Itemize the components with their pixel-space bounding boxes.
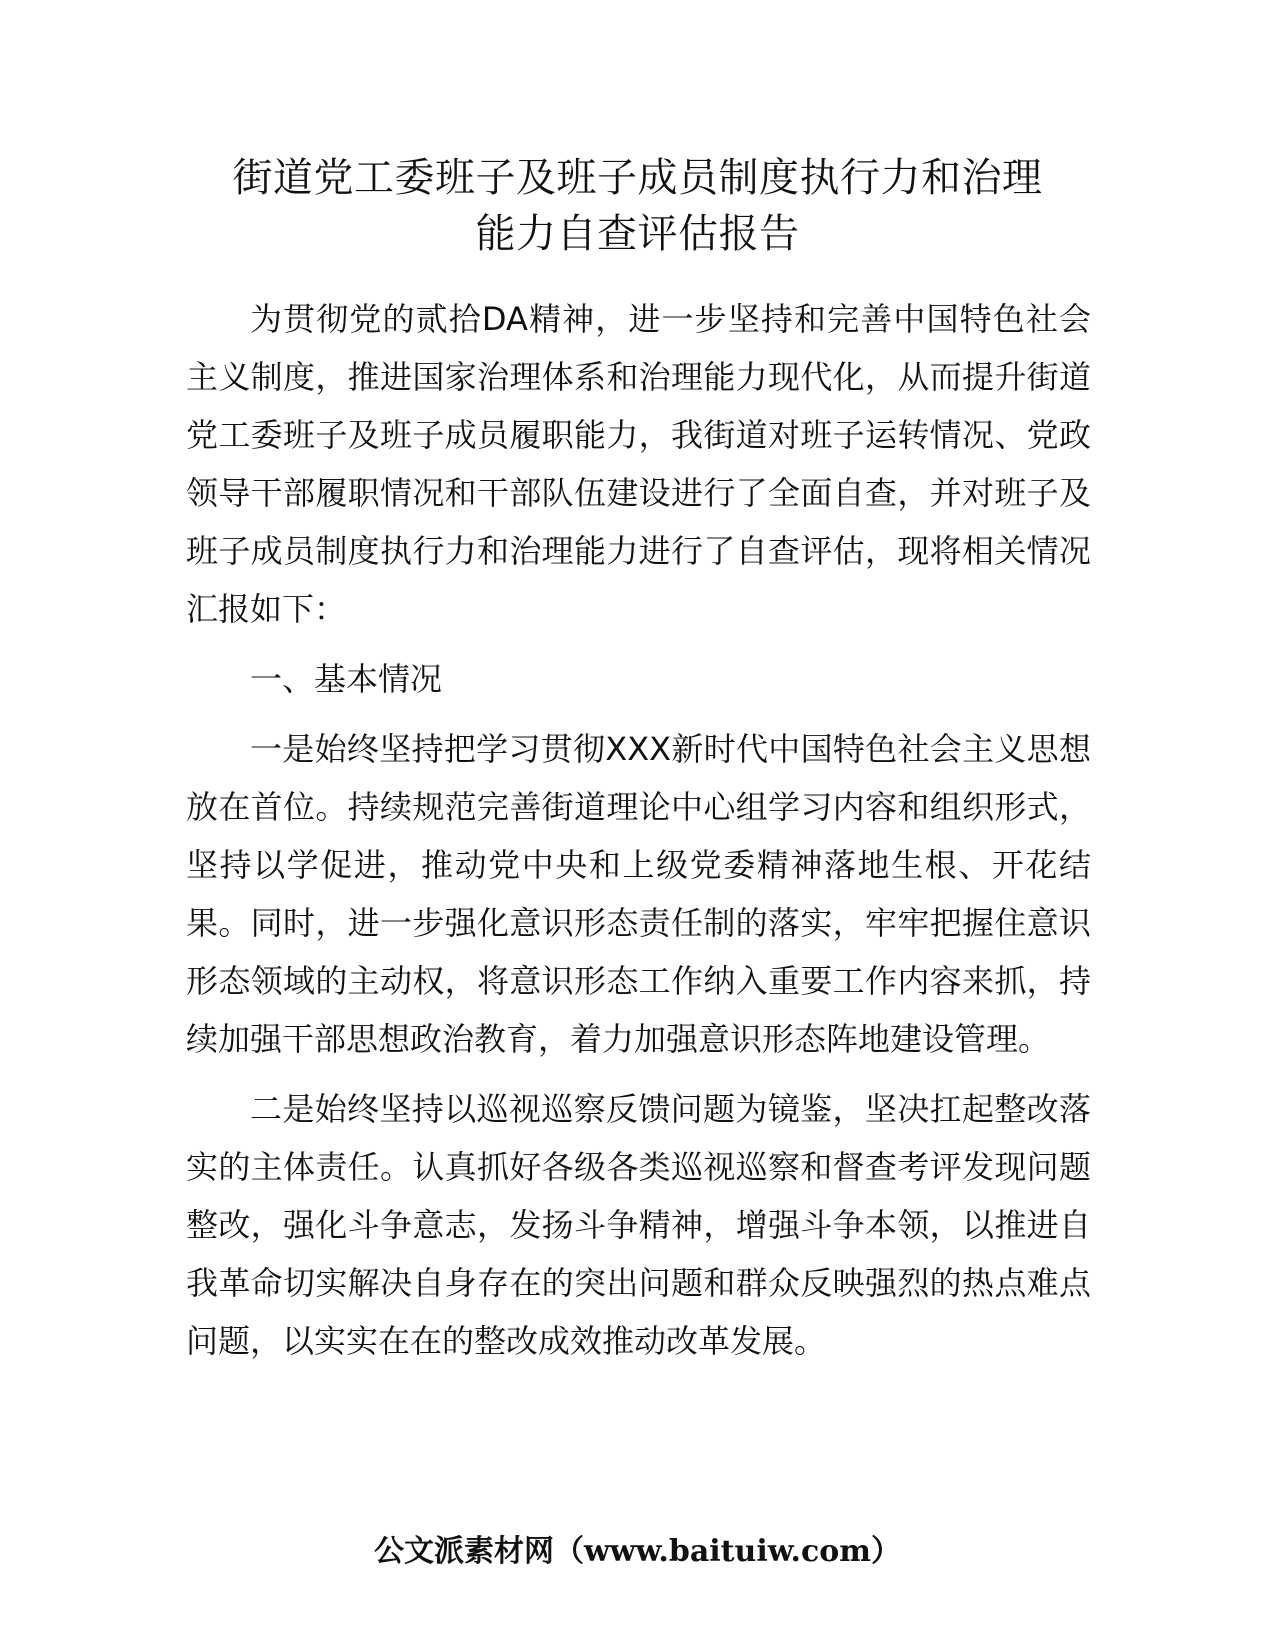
title-line-2: 能力自查评估报告	[475, 211, 800, 257]
section-heading: 一、基本情况	[250, 660, 443, 698]
intro-paragraph: 为贯彻党的贰拾DA精神，进一步坚持和完善中国特色社会主义制度，推进国家治理体系和治理能力现代化，从而提升街道党工委班子及班子成员履职能力，我街道对班子运转情况、党政领导干部履职情况和干部队伍建设进行了全面自查，并对班子及班子成员制度执行力和治理能力进行了自查评估，现将相关情况汇报如下：	[186, 300, 1091, 628]
paragraph-point-one: 一是始终坚持把学习贯彻XXX新时代中国特色社会主义思想放在首位。持续规范完善街道理论中心组学习内容和组织形式，坚持以学促进，推动党中央和上级党委精神落地生根、开花结果。同时，进一步强化意识形态责任制的落实，牢牢把握住意识形态领域的主动权，将意识形态工作纳入重要工作内容来抓，持续加强干部思想政治教育，着力加强意识形态阵地建设管理。	[186, 730, 1091, 1058]
footer-source: 公文派素材网（www.baituiw.com）	[373, 1534, 902, 1569]
document-title	[150, 150, 1125, 262]
document-body	[186, 290, 1091, 1370]
paragraph-point-two: 二是始终坚持以巡视巡察反馈问题为镜鉴，坚决扛起整改落实的主体责任。认真抓好各级各类巡视巡察和督查考评发现问题整改，强化斗争意志，发扬斗争精神，增强斗争本领，以推进自我革命切实解决自身存在的突出问题和群众反映强烈的热点难点问题，以实实在在的整改成效推动改革发展。	[186, 1090, 1091, 1360]
title-line-1: 街道党工委班子及班子成员制度执行力和治理	[232, 155, 1043, 201]
